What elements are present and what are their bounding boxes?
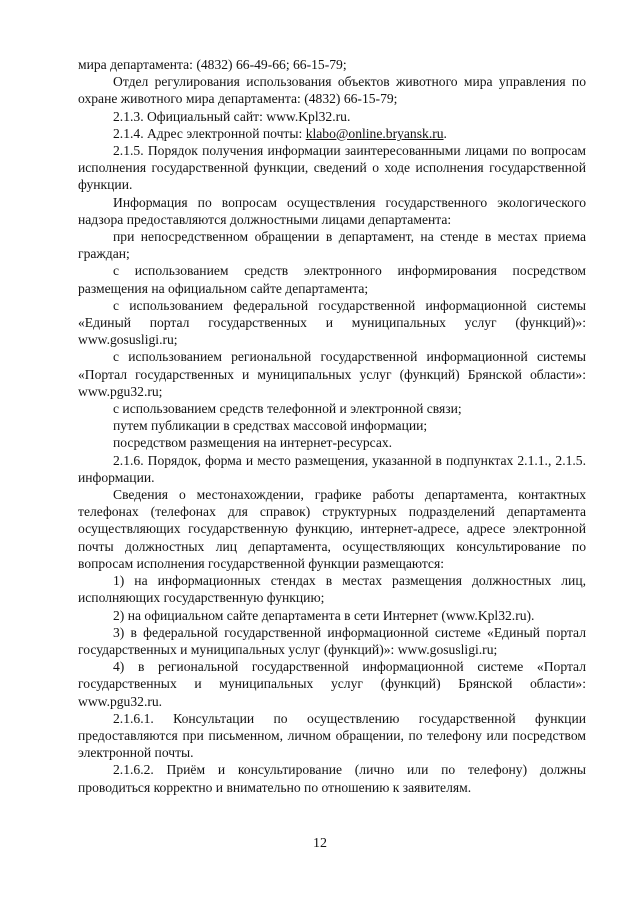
email-link[interactable]: klabo@online.bryansk.ru (305, 125, 444, 141)
paragraph-regional-system: с использованием региональной государственной информационной системы «Портал государственных и муниципальных услуг (функций) Брянской области»: www.pgu32.ru; (78, 349, 586, 399)
page-number: 12 (313, 836, 327, 851)
paragraph-2-1-5: 2.1.5. Порядок получения информации заинтересованными лицами по вопросам исполнения государственной функции, сведений о ходе исполнения государственной функции. (78, 143, 586, 193)
paragraph-official-site: 2.1.3. Официальный сайт: www.Kpl32.ru. (113, 108, 351, 124)
paragraph-item-1: 1) на информационных стендах в местах размещения должностных лиц, исполняющих государственную функцию; (78, 573, 586, 606)
paragraph-federal-system: с использованием федеральной государственной информационной системы «Единый портал государственных и муниципальных услуг (функций)»: www.gosusligi.ru; (78, 297, 586, 348)
paragraph-item-4: 4) в региональной государственной информационной системе «Портал государственных и муниципальных услуг (функций) Брянской области»: www.pgu32.ru. (78, 659, 586, 709)
paragraph-mass-media: путем публикации в средствах массовой информации; (113, 418, 428, 434)
paragraph-phone-continuation: мира департамента: (4832) 66-49-66; 66-15-79; (78, 57, 347, 72)
paragraph-location-info: Сведения о местонахождении, графике работы департамента, контактных телефонах (телефонах для справок) структурных подразделений департамента осуществляющих государственную функцию, интернет-адресе, адресе электронной почты должностных лиц департамента, осуществляющих консультирование по вопросам исполнения государственной функции размещаются: (78, 487, 586, 571)
paragraph-item-2: 2) на официальном сайте департамента в сети Интернет (www.Kpl32.ru). (113, 607, 535, 623)
paragraph-2-1-6-1: 2.1.6.1. Консультации по осуществлению государственной функции предоставляются при письменном, личном обращении, по телефону или посредством электронной почты. (78, 710, 586, 761)
paragraph-2-1-6: 2.1.6. Порядок, форма и место размещения, указанной в подпунктах 2.1.1., 2.1.5. информации. (78, 452, 586, 485)
paragraph-internet-resources: посредством размещения на интернет-ресурсах. (113, 435, 393, 451)
paragraph-phone-electronic: с использованием средств телефонной и электронной связи; (113, 401, 462, 417)
paragraph-email (78, 125, 586, 142)
paragraph-item-3: 3) в федеральной государственной информационной системе «Единый портал государственных и муниципальных услуг (функций)»: www.gosusligi.ru; (78, 624, 586, 657)
paragraph-2-1-6-2: 2.1.6.2. Приём и консультирование (лично или по телефону) должны проводиться корректно и внимательно по отношению к заявителям. (78, 762, 586, 795)
paragraph-direct-contact: при непосредственном обращении в департамент, на стенде в местах приема граждан; (78, 229, 586, 262)
email-label: 2.1.4. Адрес электронной почты: (113, 125, 306, 141)
email-period: . (443, 125, 447, 141)
paragraph-wildlife-department: Отдел регулирования использования объектов животного мира управления по охране животного мира департамента: (4832) 66-15-79; (78, 74, 586, 107)
paragraph-information: Информация по вопросам осуществления государственного экологического надзора предоставляются должностными лицами департамента: (78, 194, 586, 227)
paragraph-electronic-info: с использованием средств электронного информирования посредством размещения на официальном сайте департамента; (78, 263, 586, 296)
document-page (78, 56, 586, 796)
